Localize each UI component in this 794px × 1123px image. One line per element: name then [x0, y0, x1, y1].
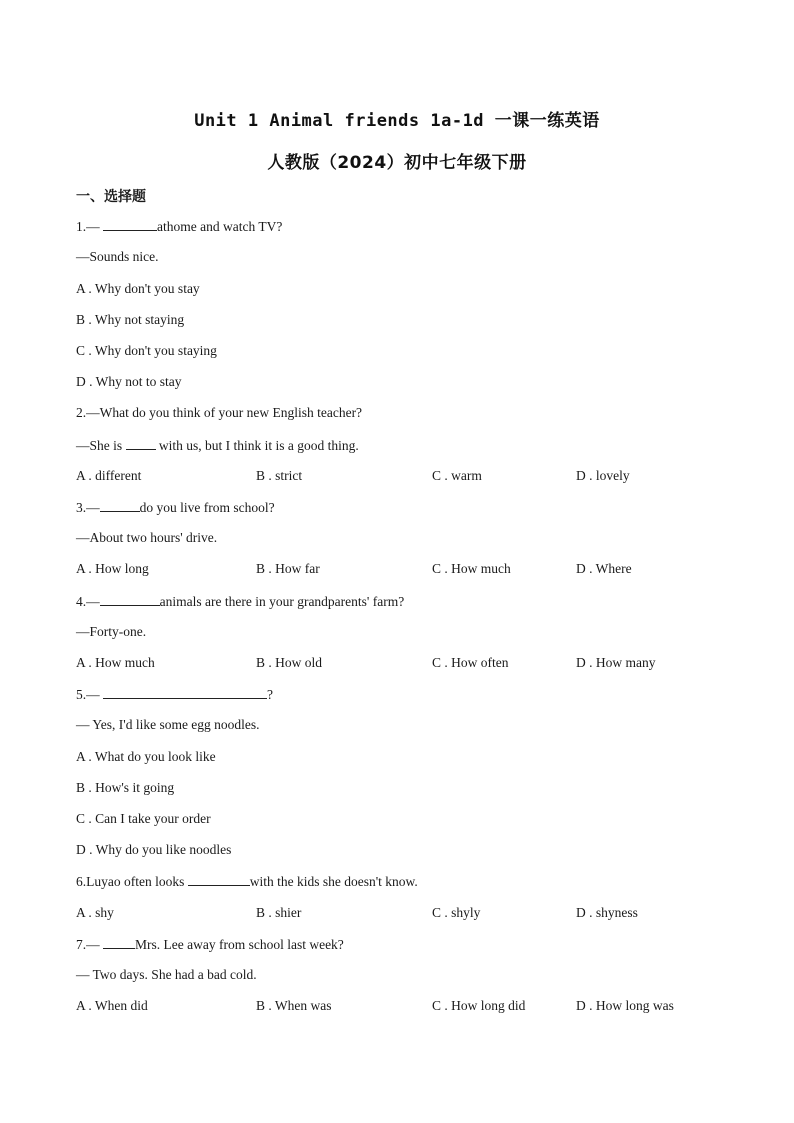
- question-1-option-c[interactable]: C . Why don't you staying: [76, 343, 217, 358]
- question-4-option-c[interactable]: C . How often: [432, 655, 509, 670]
- question-1-stem: [76, 217, 282, 236]
- question-2-option-c[interactable]: C . warm: [432, 468, 482, 483]
- question-2-option-b[interactable]: B . strict: [256, 468, 303, 483]
- question-6-options: [0, 904, 794, 922]
- question-7-option-a[interactable]: A . When did: [76, 998, 148, 1013]
- question-5-stem-text: 5.—: [76, 687, 103, 702]
- question-3-stem-text: 3.—: [76, 500, 100, 515]
- question-2-stem: 2.—What do you think of your new English teacher?: [76, 405, 363, 420]
- document-title: Unit 1 Animal friends 1a-1d 一课一练英语: [194, 111, 600, 131]
- question-3-option-d[interactable]: D . Where: [576, 561, 632, 576]
- question-3-stem: [76, 498, 275, 517]
- question-7-reply: — Two days. She had a bad cold.: [76, 967, 257, 982]
- question-5-option-a[interactable]: A . What do you look like: [76, 749, 216, 764]
- answer-blank: [188, 872, 250, 886]
- question-4-options: [0, 654, 794, 672]
- question-3-options: [0, 560, 794, 578]
- question-1-reply: —Sounds nice.: [76, 249, 159, 264]
- question-1-stem-text: 1.—: [76, 219, 103, 234]
- question-7-stem-text: 7.—: [76, 937, 103, 952]
- question-3-option-a[interactable]: A . How long: [76, 561, 149, 576]
- question-3-option-b[interactable]: B . How far: [256, 561, 320, 576]
- question-5-option-b[interactable]: B . How's it going: [76, 780, 175, 795]
- question-1-option-b[interactable]: B . Why not staying: [76, 312, 185, 327]
- question-6-option-c[interactable]: C . shyly: [432, 905, 481, 920]
- question-3-option-c[interactable]: C . How much: [432, 561, 511, 576]
- question-4-option-a[interactable]: A . How much: [76, 655, 155, 670]
- question-2-reply-text: —She is: [76, 438, 126, 453]
- question-6-stem: [76, 872, 418, 891]
- question-2-reply: [76, 436, 359, 455]
- question-2-option-a[interactable]: A . different: [76, 468, 142, 483]
- question-4-option-d[interactable]: D . How many: [576, 655, 656, 670]
- question-5-option-c[interactable]: C . Can I take your order: [76, 811, 211, 826]
- question-6-option-d[interactable]: D . shyness: [576, 905, 638, 920]
- question-5-reply: — Yes, I'd like some egg noodles.: [76, 717, 260, 732]
- question-6-option-b[interactable]: B . shier: [256, 905, 302, 920]
- question-6-stem-text: 6.Luyao often looks: [76, 874, 188, 889]
- question-4-option-b[interactable]: B . How old: [256, 655, 323, 670]
- question-5-option-d[interactable]: D . Why do you like noodles: [76, 842, 232, 857]
- question-4-stem-text: 4.—: [76, 594, 100, 609]
- question-2-option-d[interactable]: D . lovely: [576, 468, 630, 483]
- question-7-option-b[interactable]: B . When was: [256, 998, 332, 1013]
- question-1-option-a[interactable]: A . Why don't you stay: [76, 281, 200, 296]
- question-4-reply: —Forty-one.: [76, 624, 147, 639]
- section-heading: 一、选择题: [76, 189, 146, 205]
- question-7-option-c[interactable]: C . How long did: [432, 998, 526, 1013]
- question-6-stem-text-after: with the kids she doesn't know.: [249, 874, 418, 889]
- answer-blank: [126, 436, 156, 450]
- answer-blank: [100, 498, 140, 512]
- document-subtitle: 人教版（2024）初中七年级下册: [267, 153, 527, 173]
- question-5-stem: [76, 685, 273, 704]
- question-3-stem-text-after: do you live from school?: [139, 500, 275, 515]
- question-4-stem: [76, 592, 404, 611]
- question-7-option-d[interactable]: D . How long was: [576, 998, 674, 1013]
- answer-blank: [103, 935, 135, 949]
- question-7-options: [0, 997, 794, 1015]
- answer-blank: [100, 592, 160, 606]
- question-6-option-a[interactable]: A . shy: [76, 905, 114, 920]
- answer-blank: [103, 217, 157, 231]
- question-7-stem-text-after: Mrs. Lee away from school last week?: [135, 937, 344, 952]
- question-2-reply-text-after: with us, but I think it is a good thing.: [155, 438, 359, 453]
- question-2-options: [0, 467, 794, 485]
- question-3-reply: —About two hours' drive.: [76, 530, 218, 545]
- answer-blank: [103, 685, 267, 699]
- question-7-stem: [76, 935, 344, 954]
- question-4-stem-text-after: animals are there in your grandparents' farm?: [159, 594, 405, 609]
- question-1-option-d[interactable]: D . Why not to stay: [76, 374, 182, 389]
- question-1-stem-text-after: athome and watch TV?: [157, 219, 283, 234]
- question-5-stem-text-after: ?: [267, 687, 273, 702]
